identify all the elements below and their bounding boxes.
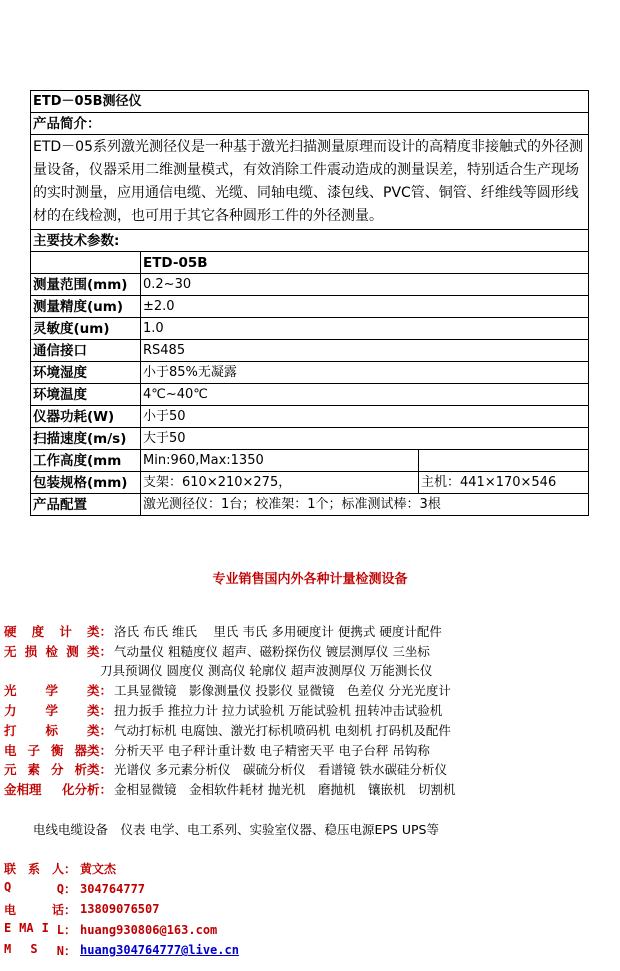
model-header: ETD-05B <box>141 252 589 274</box>
category-content: 工具显微镜 影像测量仪 投影仪 显微镜 色差仪 分光光度计 <box>114 683 451 699</box>
spec-label: 扫描速度(m/s) <box>31 428 141 450</box>
label-char: MA <box>19 921 34 936</box>
spec-value: 大于50 <box>141 428 589 450</box>
label-char: Q： <box>56 882 76 897</box>
label-char: 硬 <box>4 623 17 639</box>
contact-name: 黄文杰 <box>80 861 117 876</box>
label-char: 分 <box>50 762 64 778</box>
category-label <box>4 760 114 778</box>
spec-row <box>31 318 589 340</box>
label-char: Q <box>4 880 12 895</box>
label-char: I <box>41 921 49 936</box>
package-label: 包装规格(mm) <box>31 472 141 494</box>
label-char: 损 <box>24 643 38 659</box>
label-char: 子 <box>27 742 40 758</box>
spec-row <box>31 296 589 318</box>
spec-row <box>31 274 589 296</box>
label-char: 学 <box>45 683 58 699</box>
spec-value-blank <box>419 450 589 472</box>
label-char: 电 <box>4 902 17 917</box>
spec-heading: 主要技术参数: <box>31 230 589 252</box>
label-char: 人： <box>51 861 76 876</box>
spec-label: 测量精度(um) <box>31 296 141 318</box>
label-char: 类： <box>86 683 112 699</box>
label-char: 标 <box>45 722 58 738</box>
label-char: 化分析： <box>61 782 112 798</box>
label-char: 析类： <box>74 762 112 778</box>
label-char: 检 <box>45 643 58 659</box>
spec-value: 小于50 <box>141 406 589 428</box>
label-char: 类： <box>86 722 112 738</box>
label-char: 学 <box>45 703 58 719</box>
category-list <box>4 621 616 799</box>
contact-msn-link[interactable]: huang304764777@live.cn <box>80 943 239 958</box>
label-char: M <box>4 941 12 956</box>
category-row <box>4 760 616 780</box>
category-content: 光谱仪 多元素分析仪 碳硫分析仪 看谱镜 铁水碳硅分析仪 <box>114 762 447 778</box>
label-char: 联 <box>4 861 17 876</box>
doc-title: ETD－05B测径仪 <box>31 91 589 113</box>
spec-row <box>31 384 589 406</box>
label-char: 测 <box>66 643 79 659</box>
category-label <box>4 741 114 759</box>
category-row <box>4 740 616 760</box>
contact-block <box>4 858 239 961</box>
spec-value: 小于85%无凝露 <box>141 362 589 384</box>
config-label: 产品配置 <box>31 494 141 516</box>
contact-label <box>4 860 80 877</box>
category-content: 扭力扳手 推拉力计 拉力试验机 万能试验机 扭转冲击试验机 <box>114 703 443 719</box>
category-content: 金相显微镜 金相软件耗材 抛光机 磨抛机 镶嵌机 切割机 <box>114 782 456 798</box>
label-char: 元 <box>4 762 17 778</box>
spec-label: 环境温度 <box>31 384 141 406</box>
category-row <box>4 680 616 700</box>
label-char: 器类： <box>74 742 112 758</box>
category-label <box>4 642 114 660</box>
package-value-host: 主机：441×170×546 <box>419 472 589 494</box>
category-label <box>4 701 114 719</box>
package-value-stand: 支架：610×210×275， <box>141 472 419 494</box>
label-char: 类： <box>86 703 112 719</box>
category-row <box>4 641 616 661</box>
contact-qq: 304764777 <box>80 881 146 896</box>
label-char: L： <box>56 923 76 938</box>
spec-value: 0.2~30 <box>141 274 589 296</box>
label-char: 类： <box>86 643 112 659</box>
spec-label: 通信接口 <box>31 340 141 362</box>
category-label <box>4 681 114 699</box>
sales-line: 专业销售国内外各种计量检测设备 <box>212 572 408 587</box>
spec-header-blank <box>31 252 141 274</box>
spec-row <box>31 428 589 450</box>
label-char: E <box>4 921 12 936</box>
spec-value: RS485 <box>141 340 589 362</box>
category-content: 刀具预调仪 圆度仪 测高仪 轮廓仪 超声波测厚仪 万能测长仪 <box>100 663 433 679</box>
label-char: 系 <box>27 861 40 876</box>
spec-value: ±2.0 <box>141 296 589 318</box>
spec-value: 1.0 <box>141 318 589 340</box>
spec-label: 测量范围(mm) <box>31 274 141 296</box>
category-label <box>4 721 114 739</box>
label-char: 金相理 <box>4 782 42 798</box>
label-char: 话： <box>51 902 76 917</box>
contact-row <box>4 920 239 941</box>
contact-label <box>4 901 80 918</box>
spec-row <box>31 362 589 384</box>
label-char: 电 <box>4 742 17 758</box>
category-row <box>4 700 616 720</box>
label-char: 衡 <box>50 742 64 758</box>
label-char: N： <box>56 943 76 958</box>
category-content: 气动量仪 粗糙度仪 超声、磁粉探伤仪 镀层测厚仪 三坐标 <box>114 643 430 659</box>
contact-label <box>4 921 80 938</box>
spec-row <box>31 450 589 472</box>
contact-row <box>4 858 239 879</box>
label-char: 光 <box>4 683 17 699</box>
spec-label: 工作高度(mm <box>31 450 141 472</box>
category-label <box>4 622 114 640</box>
contact-row <box>4 879 239 900</box>
label-char: 类： <box>86 623 112 639</box>
spec-row <box>31 340 589 362</box>
misc-products-line: 电线电缆设备 仪表 电学、电工系列、实验室仪器、稳压电源EPS UPS等 <box>33 822 439 837</box>
category-row-continued <box>4 661 616 681</box>
label-char: 度 <box>31 623 45 639</box>
intro-heading: 产品简介： <box>31 113 589 135</box>
spec-label: 仪器功耗(W) <box>31 406 141 428</box>
category-content: 分析天平 电子秤计重计数 电子精密天平 电子台秤 吊钩称 <box>114 742 430 758</box>
spec-row <box>31 472 589 494</box>
contact-row <box>4 899 239 920</box>
label-char: S <box>30 941 38 956</box>
config-value: 激光测径仪：1台；校准架：1个；标准测试棒：3根 <box>141 494 589 516</box>
label-char: 力 <box>4 703 17 719</box>
label-char: 计 <box>59 623 72 639</box>
contact-label <box>4 880 80 897</box>
label-char: 无 <box>4 643 17 659</box>
category-content: 洛氏 布氏 维氏 里氏 韦氏 多用硬度计 便携式 硬度计配件 <box>114 623 442 639</box>
spec-label: 灵敏度(um) <box>31 318 141 340</box>
intro-text: ETD－05系列激光测径仪是一种基于激光扫描测量原理而设计的高精度非接触式的外径测量设备，仪器采用二维测量模式，有效消除工件震动造成的测量误差，特别适合生产现场的实时测量，应用通信电缆、光缆、同轴电缆、漆包线、PVC管、铜管、纤维线等圆形线材的在线检测，也可用于其它各种圆形工件的外径测量。 <box>31 135 589 230</box>
spec-table <box>30 90 589 516</box>
category-row <box>4 779 616 799</box>
spec-value: 4℃~40℃ <box>141 384 589 406</box>
contact-row <box>4 940 239 961</box>
category-label <box>4 780 114 798</box>
label-char: 打 <box>4 722 17 738</box>
category-row <box>4 621 616 641</box>
spec-row <box>31 406 589 428</box>
spec-row <box>31 494 589 516</box>
spec-value: Min:960,Max:1350 <box>141 450 419 472</box>
label-char: 素 <box>27 762 40 778</box>
contact-phone: 13809076507 <box>80 902 160 917</box>
spec-label: 环境湿度 <box>31 362 141 384</box>
category-content: 气动打标机 电腐蚀、激光打标机喷码机 电刻机 打码机及配件 <box>114 722 451 738</box>
contact-email: huang930806@163.com <box>80 922 218 937</box>
category-row <box>4 720 616 740</box>
contact-label <box>4 942 80 959</box>
